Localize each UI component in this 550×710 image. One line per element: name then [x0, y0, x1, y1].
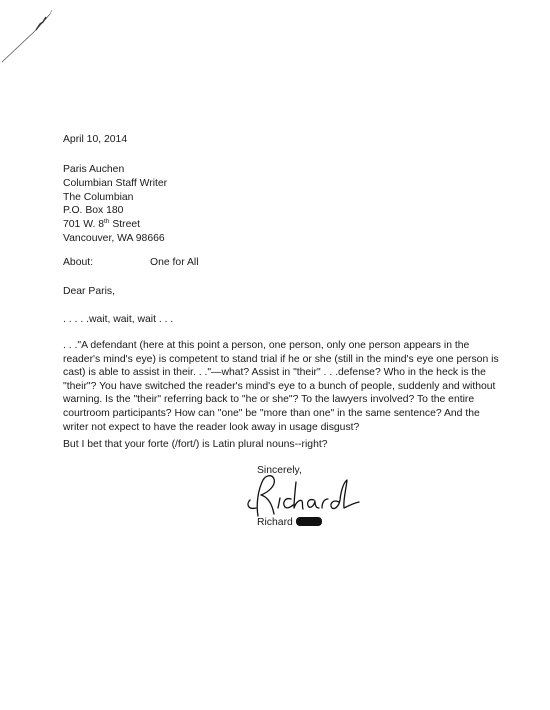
redacted-surname	[296, 517, 322, 526]
body-line: cast) is able to assist in their. . ."—what? Assist in "their" . . .defense? Who in the heck is the	[63, 367, 486, 379]
about-value: One for All	[150, 257, 199, 268]
body-line: . . ."A defendant (here at this point a person, one person, only one person appears in the	[63, 340, 470, 351]
recipient-organization: The Columbian	[63, 191, 134, 203]
recipient-po-box: P.O. Box 180	[63, 205, 124, 217]
signer-name: Richard	[257, 517, 293, 528]
body-line: reader's mind's eye) is competent to stand trial if he or she (still in the mind's eye one person is	[63, 353, 499, 365]
body-line: writer not expect to have the reader look away in usage disgust?	[63, 421, 360, 433]
corner-pen-mark	[0, 0, 70, 80]
body-line: "their"? You have switched the reader's mind's eye to a bunch of people, suddenly and without	[63, 380, 496, 392]
closing-valediction: Sincerely,	[257, 465, 302, 476]
closing-question: But I bet that your forte (/fort/) is Latin plural nouns--right?	[63, 439, 328, 450]
opening-line: . . . . .wait, wait, wait . . .	[63, 314, 174, 325]
about-label: About:	[63, 257, 94, 268]
body-paragraph	[63, 339, 499, 434]
signer-block	[257, 516, 322, 529]
recipient-name: Paris Auchen	[63, 164, 125, 175]
body-line: warning. Is the "their" referring back to "he or she"? To the lawyers involved? To the entire	[63, 394, 475, 406]
handwritten-signature	[236, 470, 361, 522]
recipient-city-state-zip: Vancouver, WA 98666	[63, 232, 165, 244]
street-name: Street	[109, 219, 141, 231]
street-ordinal: th	[104, 218, 110, 226]
salutation: Dear Paris,	[63, 286, 115, 297]
recipient-address	[63, 163, 167, 246]
letter-date: April 10, 2014	[63, 134, 128, 145]
body-line: courtroom participants? How can "one" be "more than one" in the same sentence? And the	[63, 407, 480, 419]
recipient-street	[63, 218, 167, 232]
street-number: 701 W. 8	[63, 219, 105, 231]
recipient-title: Columbian Staff Writer	[63, 177, 168, 189]
